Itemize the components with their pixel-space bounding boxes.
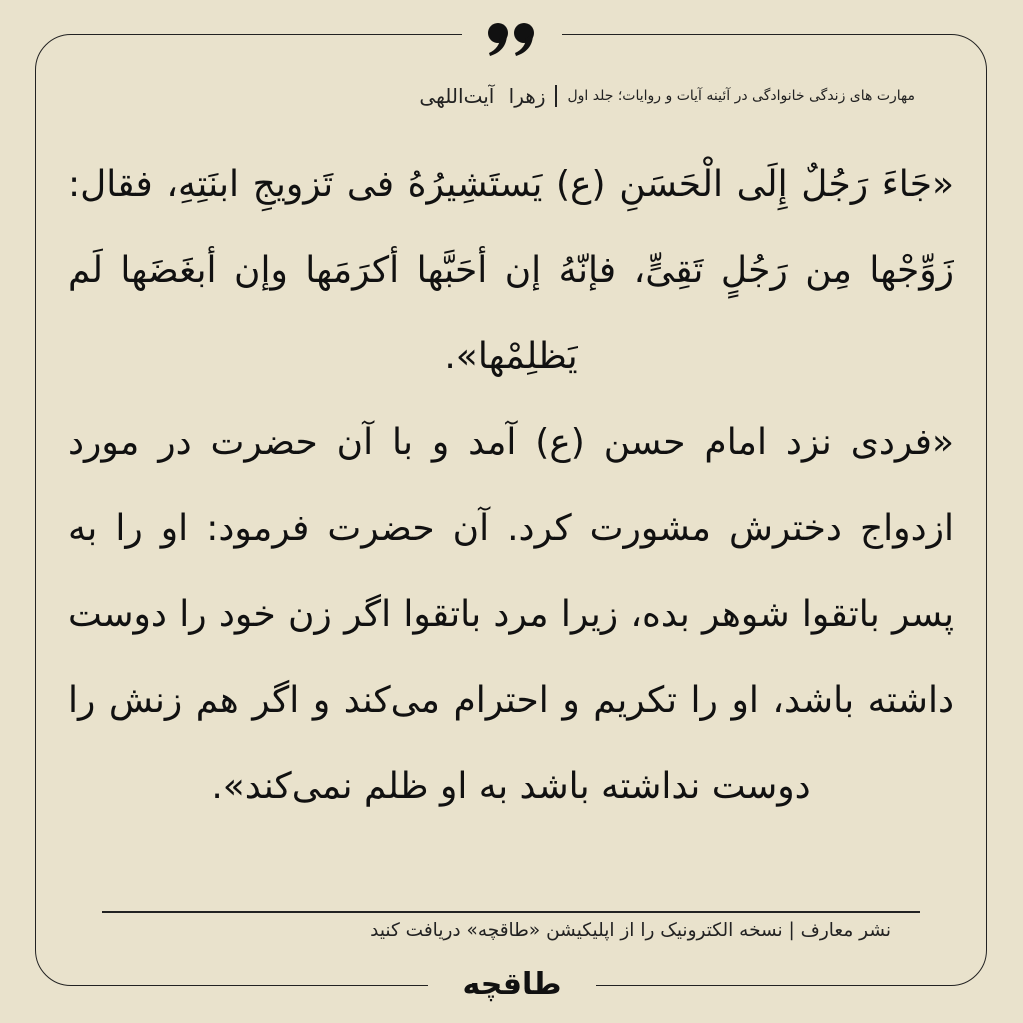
header-divider bbox=[555, 85, 557, 107]
quote-icon bbox=[462, 8, 562, 68]
book-title: مهارت های زندگی خانوادگی در آئینه آیات و روایات؛ جلد اول bbox=[567, 88, 915, 104]
publisher-note: نشر معارف | نسخه الکترونیک را از اپلیکیشن «طاقچه» دریافت کنید bbox=[370, 920, 891, 941]
author-name: زهرا آیت‌اللهی bbox=[419, 84, 546, 108]
logo-text: طاقچه bbox=[462, 966, 562, 1002]
header bbox=[419, 80, 915, 112]
hadith-text: «جَاءَ رَجُلٌ إِلَی الْحَسَنِ (ع) یَستَشِیرُهُ فی تَزویجِ ابنَتِهِ، فقال: زَوِّجْها مِن رَجُلٍ تَقِیٍّ، فإنّهُ إن أحَبَّها أکرَمَها وإن أبغَضَها لَم یَظلِمْها». bbox=[68, 164, 954, 377]
footer-divider bbox=[102, 911, 920, 913]
main-text bbox=[68, 142, 954, 830]
taaghche-logo bbox=[428, 962, 596, 1006]
translation-text: «فردی نزد امام حسن (ع) آمد و با آن حضرت در مورد ازدواج دخترش مشورت کرد. آن حضرت فرمود: او را به پسر باتقوا شوهر بده، زیرا مرد باتقوا اگر زن خود را دوست داشته باشد، او را تکریم و احترام می‌کند و اگر هم زنش را دوست نداشته باشد به او ظلم نمی‌کند». bbox=[68, 422, 954, 807]
